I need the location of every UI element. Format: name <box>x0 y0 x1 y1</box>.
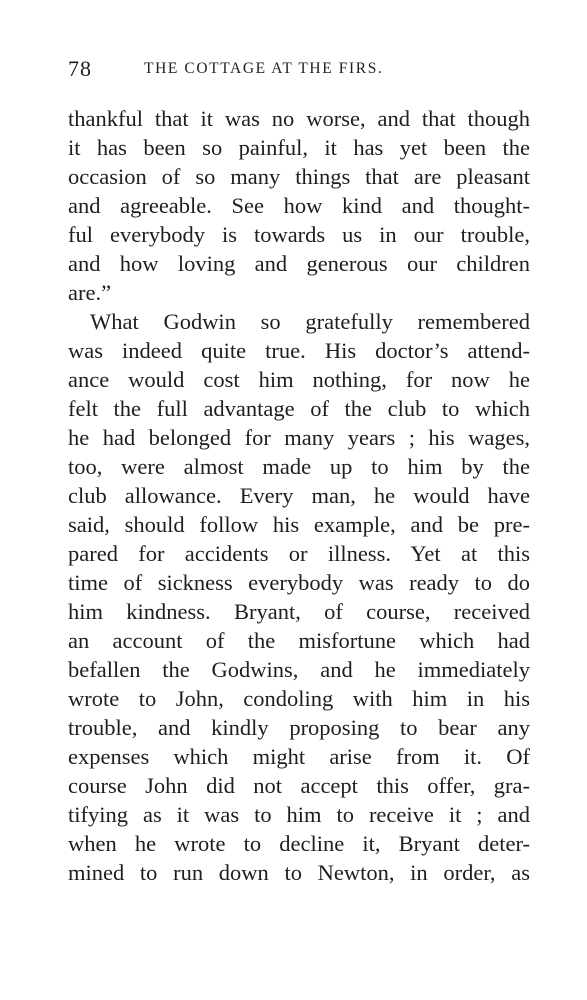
text-line: occasion of so many things that are pleasant <box>68 164 530 189</box>
text-line: ful everybody is towards us in our trouble, <box>68 222 530 247</box>
body-text <box>68 104 530 887</box>
text-line: thankful that it was no worse, and that though <box>68 106 530 131</box>
text-line: he had belonged for many years ; his wages, <box>68 425 530 450</box>
text-line: trouble, and kindly proposing to bear any <box>68 715 530 740</box>
paragraph <box>68 104 530 307</box>
text-line: was indeed quite true. His doctor’s attend- <box>68 338 530 363</box>
paragraph <box>68 307 530 887</box>
text-line: and how loving and generous our children <box>68 251 530 276</box>
text-line: time of sickness everybody was ready to do <box>68 570 530 595</box>
text-line: tifying as it was to him to receive it ; and <box>68 802 530 827</box>
text-line: when he wrote to decline it, Bryant deter- <box>68 831 530 856</box>
text-line: expenses which might arise from it. Of <box>68 744 530 769</box>
page-number: 78 <box>68 56 92 81</box>
running-title: THE COTTAGE AT THE FIRS. <box>144 60 384 77</box>
text-line: club allowance. Every man, he would have <box>68 483 530 508</box>
text-line: wrote to John, condoling with him in his <box>68 686 530 711</box>
text-line: it has been so painful, it has yet been the <box>68 135 530 160</box>
text-line: What Godwin so gratefully remembered <box>90 309 530 334</box>
page-header <box>68 56 526 86</box>
text-line: felt the full advantage of the club to which <box>68 396 530 421</box>
text-line: befallen the Godwins, and he immediately <box>68 657 530 682</box>
text-line: ance would cost him nothing, for now he <box>68 367 530 392</box>
text-line: an account of the misfortune which had <box>68 628 530 653</box>
text-line: too, were almost made up to him by the <box>68 454 530 479</box>
text-line: and agreeable. See how kind and thought- <box>68 193 530 218</box>
text-line: him kindness. Bryant, of course, received <box>68 599 530 624</box>
text-line: course John did not accept this offer, gra- <box>68 773 530 798</box>
text-line: pared for accidents or illness. Yet at this <box>68 541 530 566</box>
text-line: said, should follow his example, and be pre- <box>68 512 530 537</box>
text-line: are.” <box>68 280 112 305</box>
text-line: mined to run down to Newton, in order, as <box>68 860 530 885</box>
